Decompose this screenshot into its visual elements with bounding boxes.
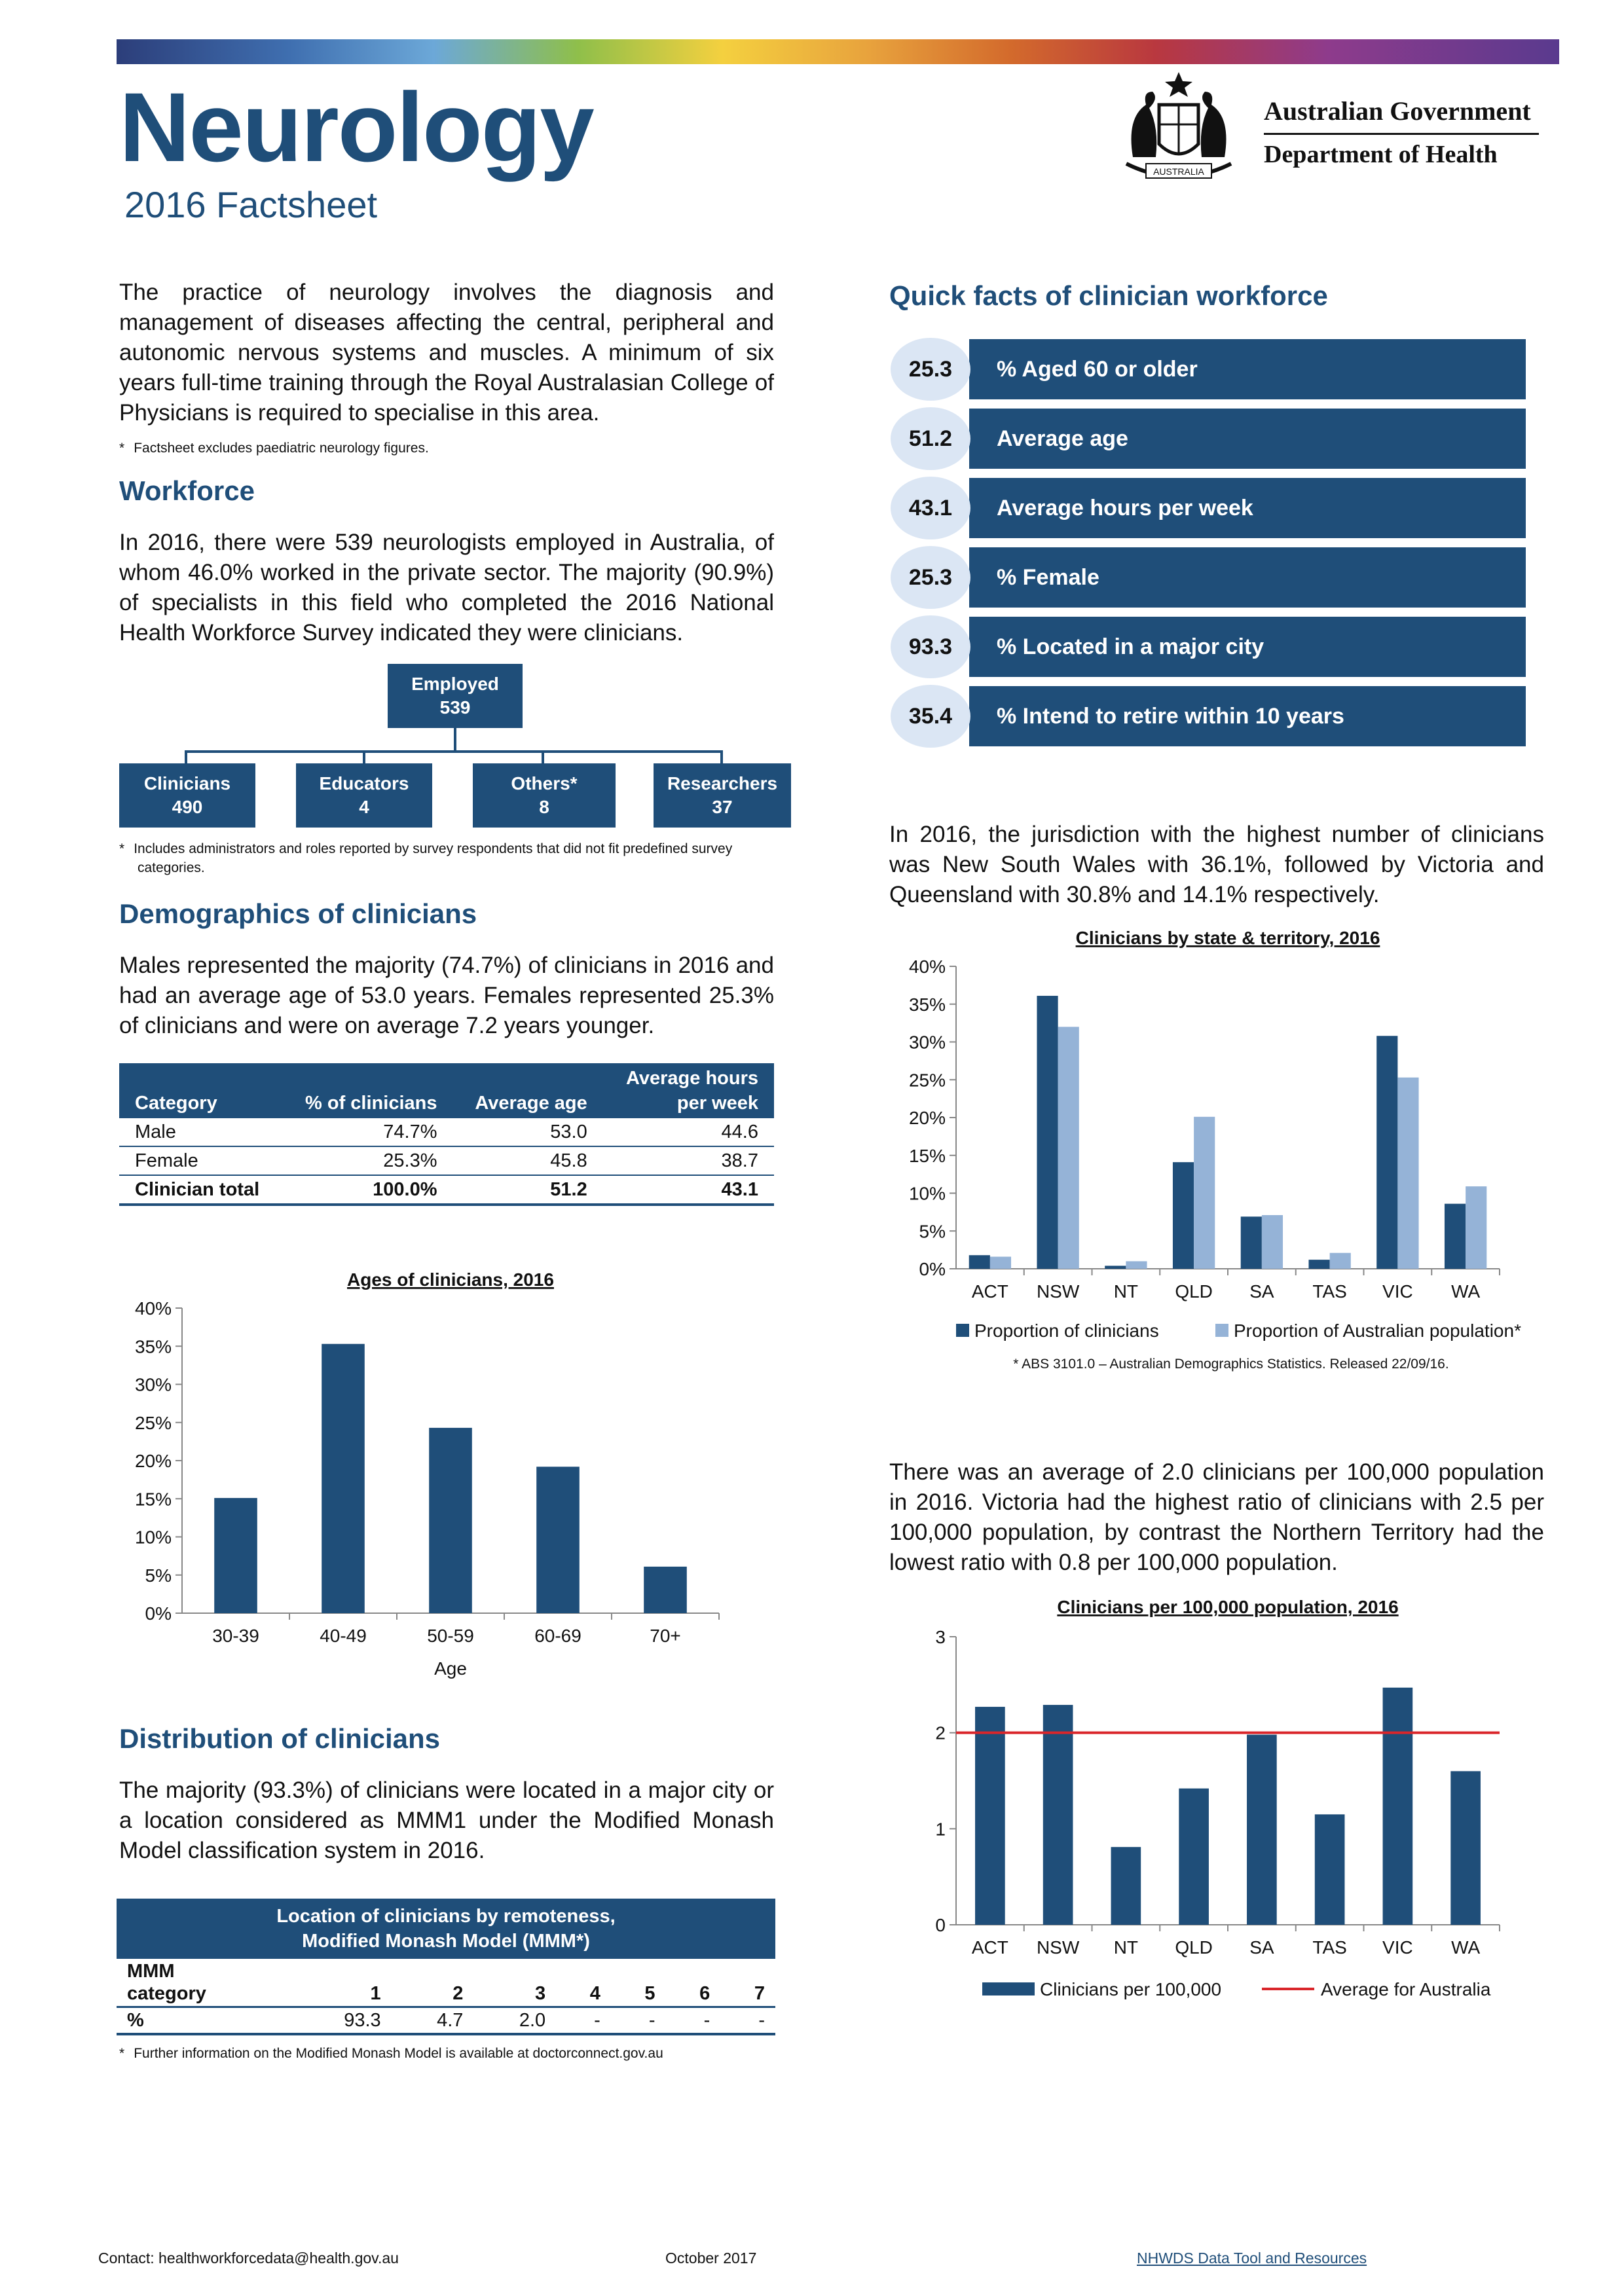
bar-vic-s1 xyxy=(1376,1036,1397,1269)
chart-title: Clinicians by state & territory, 2016 xyxy=(1075,928,1380,948)
x-tick-label: NSW xyxy=(1036,1937,1080,1958)
legend-label: Proportion of Australian population* xyxy=(1234,1321,1521,1341)
ratio-text: There was an average of 2.0 clinicians per 100,000 population in 2016. Victoria had the highest ratio of clinicians with 2.5 per 100,000 population, by contrast the Northern Territory had the lowest ratio with 0.8 per 100,000 population. xyxy=(889,1459,1544,1575)
y-tick-label: 0% xyxy=(919,1259,946,1279)
gov-name: Australian Government xyxy=(1264,96,1531,126)
legend-label: Average for Australia xyxy=(1321,1979,1491,1999)
demographics-heading: Demographics of clinicians xyxy=(119,898,477,929)
bar-sa-s2 xyxy=(1262,1215,1283,1269)
y-tick-label: 0% xyxy=(145,1603,172,1624)
quick-fact-bar xyxy=(969,409,1526,469)
col-avg-hours: Average hours per week xyxy=(603,1063,774,1118)
org-connector xyxy=(185,750,723,753)
org-connector xyxy=(185,750,187,763)
legend-swatch xyxy=(982,1982,1035,1995)
ratio-chart xyxy=(891,1597,1545,2043)
table-row: Male 74.7% 53.0 44.6 xyxy=(119,1118,774,1146)
page-title: Neurology xyxy=(119,72,593,182)
gov-divider xyxy=(1264,133,1539,135)
quick-fact-row xyxy=(891,617,1526,677)
bar-40-49-s1 xyxy=(322,1344,365,1613)
quick-fact-label: % Located in a major city xyxy=(997,634,1264,659)
y-tick-label: 5% xyxy=(919,1221,946,1242)
bar-qld-s2 xyxy=(1194,1117,1215,1269)
bar-vic-s2 xyxy=(1397,1078,1418,1269)
y-tick-label: 20% xyxy=(134,1451,172,1471)
bar-wa-s2 xyxy=(1466,1186,1486,1269)
bar-tas-s1 xyxy=(1315,1814,1345,1925)
ages-chart xyxy=(98,1270,753,1715)
x-tick-label: 60-69 xyxy=(534,1626,581,1646)
bar-sa-s1 xyxy=(1247,1735,1277,1925)
y-tick-label: 2 xyxy=(935,1722,946,1743)
quick-facts-heading: Quick facts of clinician workforce xyxy=(889,280,1328,311)
table-header-row xyxy=(119,1063,774,1118)
bar-50-59-s1 xyxy=(429,1428,472,1613)
y-tick-label: 40% xyxy=(134,1298,172,1319)
distribution-heading: Distribution of clinicians xyxy=(119,1723,441,1754)
jurisdiction-text: In 2016, the jurisdiction with the highest number of clinicians was New South Wales with 36.1%, followed by Victoria and Queensland with 30.8% and 14.1% respectively. xyxy=(889,822,1544,907)
y-tick-label: 10% xyxy=(134,1527,172,1548)
bar-30-39-s1 xyxy=(214,1498,257,1613)
coat-of-arms-logo xyxy=(1107,65,1251,196)
mmm-table xyxy=(117,1899,775,2035)
quick-fact-row xyxy=(891,547,1526,608)
quick-fact-row xyxy=(891,686,1526,746)
bar-70+-s1 xyxy=(644,1567,687,1613)
y-tick-label: 35% xyxy=(908,994,946,1015)
bar-nt-s2 xyxy=(1126,1261,1147,1269)
x-tick-label: 40-49 xyxy=(320,1626,367,1646)
x-tick-label: ACT xyxy=(971,1937,1008,1958)
states-note: * ABS 3101.0 – Australian Demographics Statistics. Released 22/09/16. xyxy=(1013,1357,1449,1372)
x-tick-label: SA xyxy=(1249,1937,1274,1958)
x-tick-label: TAS xyxy=(1312,1937,1347,1958)
states-chart xyxy=(891,928,1545,1374)
org-connector xyxy=(454,728,456,752)
bar-nt-s1 xyxy=(1111,1847,1141,1925)
quick-fact-value: 35.4 xyxy=(891,685,970,748)
quick-fact-row xyxy=(891,339,1526,399)
bar-act-s1 xyxy=(969,1255,990,1269)
x-tick-label: NT xyxy=(1113,1281,1139,1302)
quick-fact-bar xyxy=(969,478,1526,538)
bar-nsw-s1 xyxy=(1043,1705,1073,1925)
table-total-row: Clinician total 100.0% 51.2 43.1 xyxy=(119,1175,774,1205)
chart-title: Clinicians per 100,000 population, 2016 xyxy=(1057,1597,1399,1617)
quick-fact-value: 51.2 xyxy=(891,407,970,470)
mmm-note: * Further information on the Modified Monash Model is available at doctorconnect.gov.au xyxy=(119,2046,663,2061)
bar-60-69-s1 xyxy=(536,1467,580,1613)
quick-fact-label: Average age xyxy=(997,426,1128,451)
y-tick-label: 15% xyxy=(908,1145,946,1166)
footer-contact: Contact: healthworkforcedata@health.gov.au xyxy=(98,2250,399,2267)
quick-fact-bar xyxy=(969,686,1526,746)
x-tick-label: NSW xyxy=(1036,1281,1080,1302)
org-connector xyxy=(720,750,723,763)
x-tick-label: TAS xyxy=(1312,1281,1347,1302)
x-tick-label: 30-39 xyxy=(212,1626,259,1646)
workforce-text: In 2016, there were 539 neurologists employed in Australia, of whom 46.0% worked in the private sector. The majority (90.9%) of specialists in this field who completed the 2016 National Health Workforce Survey indicated they were clinicians. xyxy=(119,530,774,646)
y-tick-label: 30% xyxy=(908,1032,946,1053)
x-tick-label: 70+ xyxy=(650,1626,681,1646)
y-tick-label: 20% xyxy=(908,1108,946,1128)
bar-nsw-s2 xyxy=(1058,1027,1079,1269)
quick-fact-label: % Aged 60 or older xyxy=(997,357,1198,382)
y-tick-label: 25% xyxy=(908,1070,946,1091)
x-tick-label: ACT xyxy=(971,1281,1008,1302)
org-others-box: Others* 8 xyxy=(473,763,616,828)
y-tick-label: 5% xyxy=(145,1565,172,1586)
demographics-table xyxy=(119,1063,774,1206)
bar-vic-s1 xyxy=(1383,1688,1413,1925)
intro-text: The practice of neurology involves the diagnosis and management of diseases affecting the central, peripheral and autonomic nervous systems and muscles. A minimum of six years full-time training through the Royal Australasian College of Physicians is required to specialise in this area. xyxy=(119,280,774,426)
legend-label: Clinicians per 100,000 xyxy=(1040,1979,1222,1999)
bar-tas-s1 xyxy=(1308,1260,1329,1269)
y-tick-label: 15% xyxy=(134,1489,172,1510)
x-tick-label: NT xyxy=(1113,1937,1139,1958)
quick-fact-bar xyxy=(969,547,1526,608)
department-name: Department of Health xyxy=(1264,141,1498,168)
x-tick-label: QLD xyxy=(1175,1281,1213,1302)
page-subtitle: 2016 Factsheet xyxy=(124,184,378,225)
bar-tas-s2 xyxy=(1330,1253,1351,1269)
quick-fact-label: % Intend to retire within 10 years xyxy=(997,704,1344,729)
distribution-text: The majority (93.3%) of clinicians were located in a major city or a location considered as MMM1 under the Modified Monash Model classification system in 2016. xyxy=(119,1777,774,1863)
quick-fact-value: 43.1 xyxy=(891,477,970,539)
y-tick-label: 30% xyxy=(134,1374,172,1395)
col-avg-age: Average age xyxy=(452,1063,602,1118)
footer-link-wrap xyxy=(1137,2250,1367,2267)
bar-act-s2 xyxy=(990,1257,1011,1269)
x-tick-label: VIC xyxy=(1382,1937,1413,1958)
bar-wa-s1 xyxy=(1445,1204,1466,1269)
bar-wa-s1 xyxy=(1450,1771,1481,1925)
bar-act-s1 xyxy=(975,1707,1005,1925)
y-tick-label: 40% xyxy=(908,957,946,977)
mmm-table-caption: Location of clinicians by remoteness, Modified Monash Model (MMM*) xyxy=(117,1899,775,1959)
col-pct: % of clinicians xyxy=(282,1063,453,1118)
chart-title: Ages of clinicians, 2016 xyxy=(347,1270,554,1290)
nhwds-link[interactable]: NHWDS Data Tool and Resources xyxy=(1137,2250,1367,2267)
x-tick-label: QLD xyxy=(1175,1937,1213,1958)
bar-sa-s1 xyxy=(1241,1216,1262,1269)
table-row: % 93.3 4.7 2.0 - - - - xyxy=(117,2007,775,2035)
bar-qld-s1 xyxy=(1179,1789,1209,1925)
coat-of-arms-motto: AUSTRALIA xyxy=(1153,166,1204,177)
workforce-note: * Includes administrators and roles reported by survey respondents that did not fit predefined survey categories. xyxy=(119,841,733,875)
y-tick-label: 10% xyxy=(908,1183,946,1204)
y-tick-label: 0 xyxy=(935,1915,946,1935)
legend-label: Proportion of clinicians xyxy=(974,1321,1159,1341)
x-tick-label: SA xyxy=(1249,1281,1274,1302)
quick-fact-bar xyxy=(969,617,1526,677)
bar-nsw-s1 xyxy=(1037,996,1058,1269)
footer-date: October 2017 xyxy=(665,2250,757,2267)
legend-swatch xyxy=(956,1324,969,1337)
org-clinicians-box: Clinicians 490 xyxy=(119,763,255,828)
org-educators-box: Educators 4 xyxy=(296,763,432,828)
quick-fact-value: 25.3 xyxy=(891,546,970,609)
workforce-heading: Workforce xyxy=(119,475,255,506)
quick-fact-value: 25.3 xyxy=(891,338,970,401)
x-tick-label: VIC xyxy=(1382,1281,1413,1302)
org-connector xyxy=(542,750,544,763)
header-color-band xyxy=(117,39,1559,64)
y-tick-label: 3 xyxy=(935,1627,946,1647)
x-tick-label: WA xyxy=(1451,1937,1481,1958)
quick-fact-label: % Female xyxy=(997,565,1099,590)
legend-swatch xyxy=(1215,1324,1228,1337)
org-researchers-box: Researchers 37 xyxy=(654,763,791,828)
quick-fact-bar xyxy=(969,339,1526,399)
x-tick-label: 50-59 xyxy=(427,1626,474,1646)
intro-note: * Factsheet excludes paediatric neurology figures. xyxy=(119,441,429,456)
table-row: Female 25.3% 45.8 38.7 xyxy=(119,1146,774,1175)
x-axis-label: Age xyxy=(434,1658,467,1679)
quick-fact-value: 93.3 xyxy=(891,615,970,678)
table-header-row: MMM category 1 2 3 4 5 6 7 xyxy=(117,1959,775,2007)
org-connector xyxy=(363,750,365,763)
quick-fact-row xyxy=(891,478,1526,538)
x-tick-label: WA xyxy=(1451,1281,1481,1302)
bar-nt-s1 xyxy=(1105,1266,1126,1269)
y-tick-label: 25% xyxy=(134,1412,172,1433)
quick-fact-row xyxy=(891,409,1526,469)
col-category: Category xyxy=(119,1063,282,1118)
quick-fact-label: Average hours per week xyxy=(997,496,1253,520)
org-employed-box: Employed 539 xyxy=(388,664,523,728)
bar-qld-s1 xyxy=(1173,1162,1194,1269)
y-tick-label: 1 xyxy=(935,1819,946,1840)
demographics-text: Males represented the majority (74.7%) of clinicians in 2016 and had an average age of 53.0 years. Females represented 25.3% of clinicians and were on average 7.2 years younger. xyxy=(119,953,774,1038)
y-tick-label: 35% xyxy=(134,1336,172,1357)
